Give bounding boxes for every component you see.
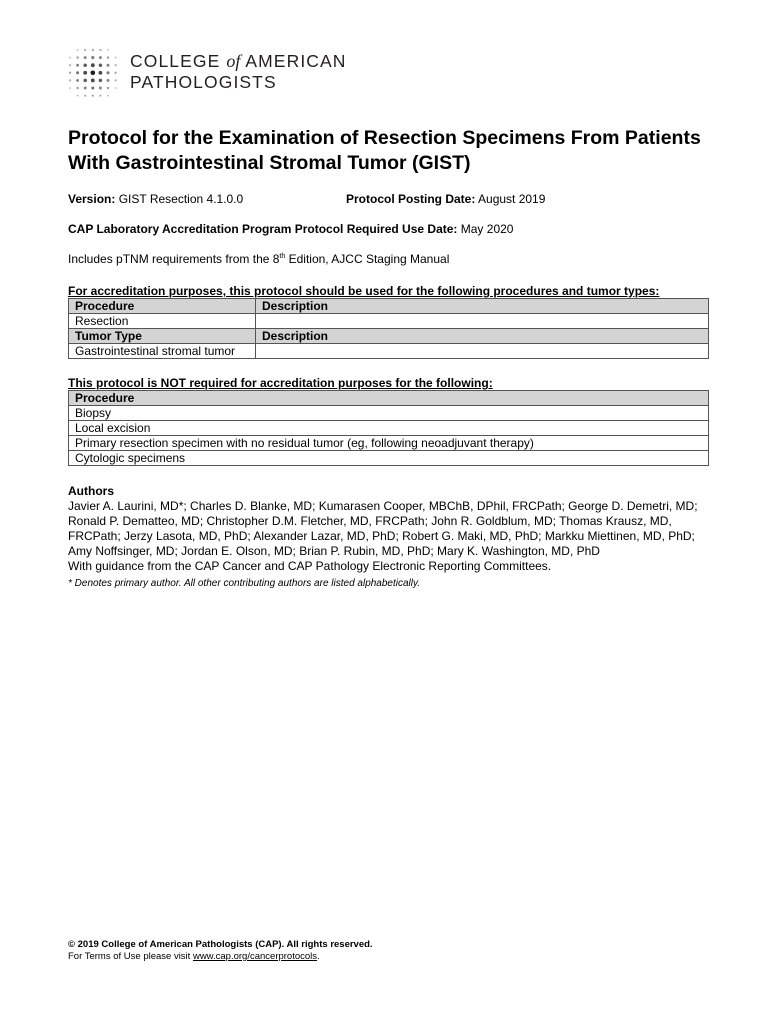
logo-dot [107, 56, 109, 58]
logo-of: of [226, 51, 241, 71]
procedure-cell: Biopsy [69, 406, 709, 421]
terms-pre: For Terms of Use please visit [68, 951, 193, 962]
logo-american: AMERICAN [245, 51, 347, 71]
version-row [68, 192, 728, 206]
logo-dot [99, 95, 101, 97]
terms-post: . [317, 951, 320, 962]
logo-dot [107, 79, 110, 82]
logo-dot [91, 56, 94, 59]
authors-names: Javier A. Laurini, MD*; Charles D. Blanke, MD; Kumarasen Cooper, MBChB, DPhil, FRCPath; George D. Demetri, MD; Ronald P. Dematteo, MD; Christopher D.M. Fletcher, MD, FRCPath; John R. Goldblum, MD; Thomas Krausz, MD, FRCPath; Jerzy Lasota, MD, PhD; Alexander Lazar, MD, PhD; Robert G. Maki, MD, PhD; Markku Miettinen, MD, PhD; Amy Noffsinger, MD; Jordan E. Olson, MD; Brian P. Rubin, MD, PhD; Mary K. Washington, MD, PhD [68, 499, 698, 558]
logo-dot [91, 63, 95, 67]
authors-section [68, 484, 718, 591]
logo-dot [76, 79, 79, 82]
version-label: Version: [68, 192, 116, 206]
logo-dot [69, 87, 71, 89]
includes-sup: th [279, 253, 286, 260]
logo-dot [92, 49, 94, 51]
tumor-description-header: Description [256, 329, 709, 344]
logo-pathologists: PATHOLOGISTS [130, 72, 277, 92]
cap-dot-grid-icon [66, 44, 122, 102]
logo-dot [76, 56, 78, 58]
table-row [69, 406, 709, 421]
description-header: Description [256, 299, 709, 314]
accreditation-table [68, 298, 709, 359]
logo-dot [99, 79, 103, 83]
logo-dot [107, 87, 109, 89]
tumor-description-cell [256, 344, 709, 359]
table-row [69, 391, 709, 406]
logo-dot [115, 64, 117, 66]
posting-date [346, 192, 545, 206]
logo-dot [69, 64, 71, 66]
logo-dot [83, 79, 87, 83]
table-row [69, 344, 709, 359]
authors-note: * Denotes primary author. All other contributing authors are listed alphabetically. [68, 578, 421, 589]
logo-dot [106, 71, 109, 74]
logo-dot [92, 94, 94, 96]
terms-link[interactable]: www.cap.org/cancerprotocols [192, 951, 318, 962]
logo-college: COLLEGE [130, 51, 221, 71]
logo-dot [83, 63, 87, 67]
procedure-cell: Local excision [69, 421, 709, 436]
description-cell [256, 314, 709, 329]
procedure-cell: Primary resection specimen with no residual tumor (eg, following neoadjuvant therapy) [69, 436, 709, 451]
logo-dot [84, 87, 87, 90]
cap-logo [66, 44, 386, 102]
logo-dot [76, 87, 78, 89]
not-required-heading: This protocol is NOT required for accreditation purposes for the following: [68, 376, 493, 390]
includes-ptnm [68, 252, 449, 266]
logo-dot [69, 57, 71, 59]
logo-dot [91, 86, 94, 89]
logo-dot [99, 56, 102, 59]
logo-dot [84, 56, 87, 59]
required-label: CAP Laboratory Accreditation Program Protocol Required Use Date: [68, 222, 458, 236]
table-row [69, 421, 709, 436]
tumor-type-cell: Gastrointestinal stromal tumor [69, 344, 256, 359]
includes-post: Edition, AJCC Staging Manual [285, 252, 450, 266]
logo-dot [84, 49, 86, 51]
terms-of-use [68, 951, 373, 963]
logo-dot [76, 71, 79, 74]
posting-value: August 2019 [478, 192, 546, 206]
procedure-header: Procedure [69, 299, 256, 314]
procedure-cell: Resection [69, 314, 256, 329]
procedure-header: Procedure [69, 391, 709, 406]
table-row [69, 299, 709, 314]
authors-guidance: With guidance from the CAP Cancer and CAP Pathology Electronic Reporting Committees. [68, 559, 552, 573]
logo-dot [99, 87, 102, 90]
logo-dot [77, 49, 79, 51]
table-row [69, 436, 709, 451]
logo-dot [69, 79, 71, 81]
logo-dot [91, 78, 95, 82]
table-row [69, 451, 709, 466]
authors-heading: Authors [68, 484, 114, 498]
required-use-date [68, 222, 513, 236]
not-required-table [68, 390, 709, 466]
logo-dot [83, 71, 87, 75]
required-value: May 2020 [460, 222, 514, 236]
logo-dot [99, 49, 101, 51]
logo-dot [115, 87, 117, 89]
logo-dot [98, 71, 102, 75]
logo-dot [77, 95, 79, 97]
logo-dot [107, 49, 109, 51]
footer [68, 939, 373, 963]
procedure-cell: Cytologic specimens [69, 451, 709, 466]
logo-dot [84, 95, 86, 97]
logo-dot [115, 79, 117, 81]
version-value: GIST Resection 4.1.0.0 [118, 192, 244, 206]
table-row [69, 314, 709, 329]
table-row [69, 329, 709, 344]
logo-dot [69, 72, 71, 74]
logo-dot [115, 57, 117, 59]
logo-wordmark [130, 51, 347, 93]
logo-dot [114, 72, 116, 74]
logo-dot [107, 64, 110, 67]
accreditation-heading: For accreditation purposes, this protocol should be used for the following procedures and tumor types: [68, 284, 660, 298]
includes-pre: Includes pTNM requirements from the 8 [68, 252, 280, 266]
document-title: Protocol for the Examination of Resection Specimens From Patients With Gastrointestinal Stromal Tumor (GIST) [68, 127, 701, 174]
tumor-type-header: Tumor Type [69, 329, 256, 344]
logo-dot [76, 64, 79, 67]
logo-dot [107, 95, 109, 97]
logo-dot [91, 71, 96, 76]
copyright: © 2019 College of American Pathologists (CAP). All rights reserved. [68, 939, 373, 950]
posting-label: Protocol Posting Date: [346, 192, 476, 206]
logo-dot [99, 63, 103, 67]
